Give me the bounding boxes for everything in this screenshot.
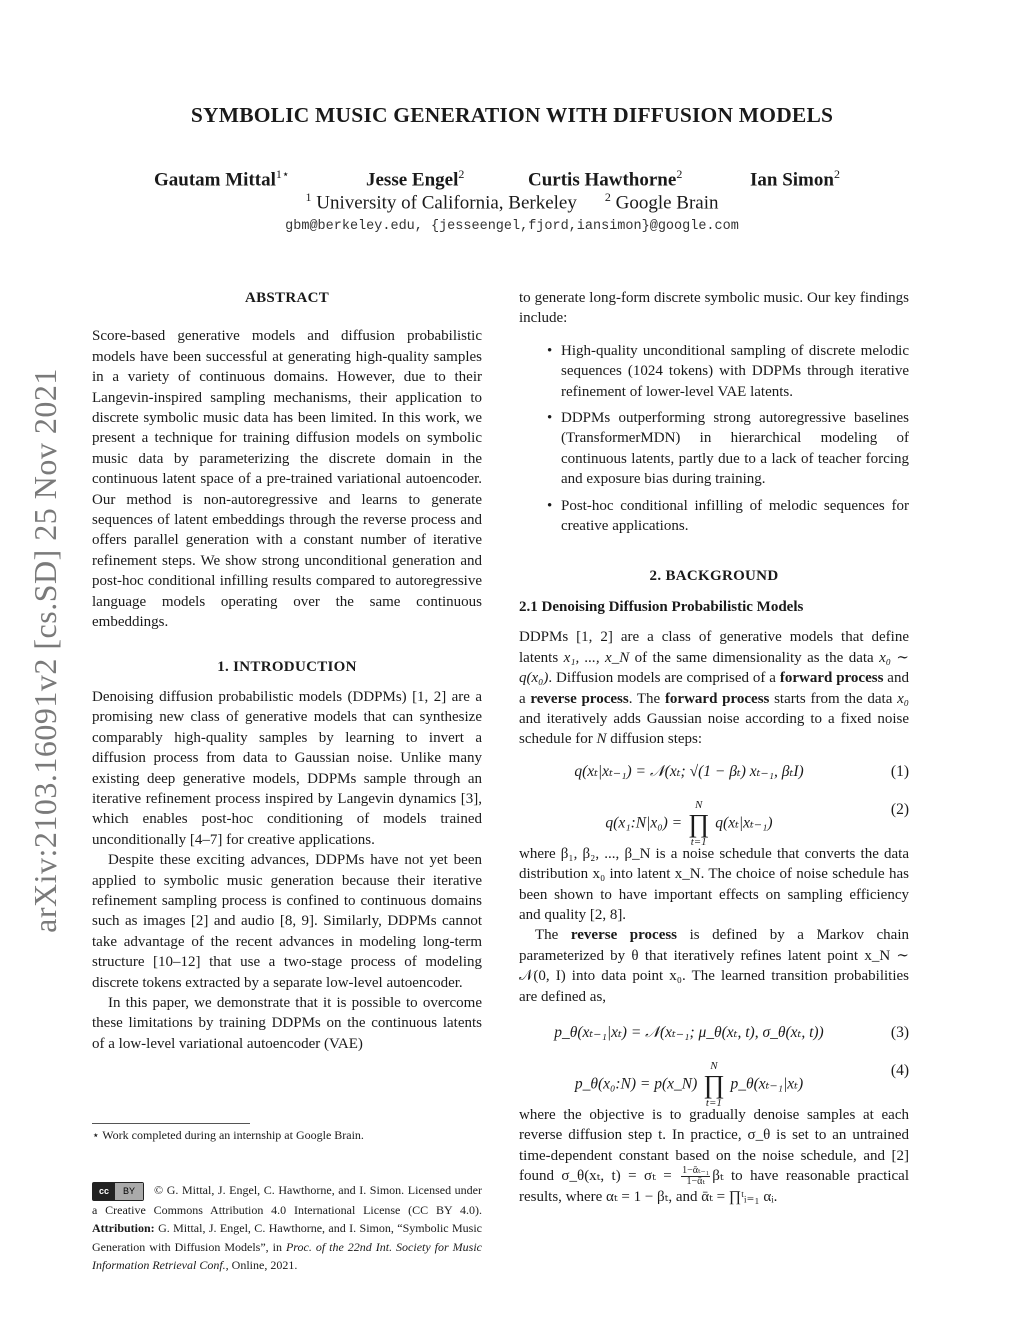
- equation-2: q(x₁:N|x₀) = N ∏ t=1 q(xₜ|xₜ₋₁) (2): [605, 798, 909, 848]
- intro-paragraph: Denoising diffusion probabilistic models (DDPMs) [1, 2] are a promising new class of generative models that can synthesize comparably high-quality samples by learning to invert a diffusion process from data to Gaussian noise. Unlike many existing deep generative models, DDPMs sample through an iterative refinement process inspired by Langevin dynamics [3], which enables post-hoc conditioning of models trained unconditionally [4–7] for creative applications.: [92, 688, 482, 848]
- license-notice: cc BY © G. Mittal, J. Engel, C. Hawthorne, and I. Simon. Licensed under a Creative Commons Attribution 4.0 International License (CC BY 4.0). Attribution: G. Mittal, J. Engel, C. Hawthorne, and I. Simon, “Symbolic Music Generation with Diffusion Models”, in Proc. of the 22nd Int. Society for Music Information Retrieval Conf., Online, 2021.: [92, 1183, 482, 1273]
- abstract-heading: ABSTRACT: [244, 290, 330, 306]
- author: Gautam Mittal$^{1⋆}$: [154, 167, 290, 191]
- list-item: • Post-hoc conditional infilling of melodic sequences for creative applications.: [561, 496, 909, 537]
- intro-paragraph: Despite these exciting advances, DDPMs have not yet been applied to symbolic music generation because their iterative refinement sampling process is confined to continuous domains such as images [2] and audio [8, 9]. Similarly, DDPMs cannot take advantage of the recent advances in modeling long-term structure [10–12] that use a two-stage process of modeling discrete tokens extracted by a separate low-level autoencoder.: [92, 852, 482, 991]
- author: Ian Simon$^2$: [750, 167, 840, 191]
- background-heading: 2. BACKGROUND: [649, 568, 779, 585]
- right-column: [519, 288, 909, 1208]
- arxiv-sidebar-stamp: [26, 350, 63, 950]
- intro-continuation: to generate long-form discrete symbolic music. Our key findings include:: [519, 290, 909, 327]
- equation-1: q(xₜ|xₜ₋₁) = 𝒩(xₜ; √(1 − βₜ) xₜ₋₁, βₜI) (1): [574, 762, 909, 780]
- fraction: $\frac{\text{1−ᾱₜ₋₁}}{\text{1−ᾱₜ}}$: [682, 1165, 710, 1188]
- author: Jesse Engel$^2$: [366, 167, 465, 191]
- left-column: [92, 288, 482, 1054]
- list-item: • High-quality unconditional sampling of discrete melodic sequences (1024 tokens) with DDPMs through iterative refinement of lower-level VAE latents.: [561, 341, 909, 402]
- list-item: • DDPMs outperforming strong autoregressive baselines (TransformerMDN) in hierarchical modeling of continuous latents, partly due to a lack of teacher forcing and exposure bias during training.: [561, 408, 909, 490]
- paper-title: SYMBOLIC MUSIC GENERATION WITH DIFFUSION MODELS: [190, 103, 834, 127]
- objective-paragraph: where the objective is to gradually denoise samples at each reverse diffusion step t. In practice, σ_θ is set to an untrained time-dependent constant based on the noise schedule, and [2] found σ_θ(xₜ, t) = σₜ = $\frac{\text{1−ᾱₜ₋₁}}{\text{1−ᾱₜ}}$ βₜ to have reasonable practical results, where αₜ = 1 − βₜ, and ᾱₜ = ∏ᵗᵢ₌₁ αᵢ.: [519, 1106, 910, 1206]
- findings-list: [519, 341, 909, 537]
- equation-4: p_θ(x₀:N) = p(x_N) N ∏ t=1 p_θ(xₜ₋₁|xₜ) (4): [574, 1059, 909, 1109]
- noise-schedule-paragraph: where β₁, β₂, ..., β_N is a noise schedule that converts the data distribution x₀ into latent x_N. The choice of noise schedule has been shown to have important effects on sampling efficiency and quality [2, 8].: [519, 845, 909, 923]
- author-list: [0, 167, 1024, 191]
- author: Curtis Hawthorne$^2$: [528, 167, 683, 191]
- cc-by-badge-icon: cc BY: [92, 1182, 144, 1201]
- subsection-heading: 2.1 Denoising Diffusion Probabilistic Models: [519, 598, 804, 615]
- abstract-text: Score-based generative models and diffusion probabilistic models have been successful at generating high-quality samples in a variety of continuous domains. However, due to their Langevin-inspired sampling mechanisms, their application to discrete symbolic music data has been limited. In this work, we present a technique for training diffusion models on symbolic music data by parameterizing the discrete domain in the continuous latent space of a pre-trained variational autoencoder. Our method is non-autoregressive and learns to generate sequences of latent embeddings through the reverse process and offers parallel generation with a constant number of iterative refinement steps. We show strong unconditional generation and post-hoc conditional infilling results compared to autoregressive language models operating over the same continuous embeddings.: [92, 328, 482, 631]
- introduction-heading: 1. INTRODUCTION: [217, 658, 357, 675]
- footnote: ⋆ Work completed during an internship at Google Brain.: [92, 1128, 364, 1142]
- reverse-process-paragraph: The reverse process is defined by a Markov chain parameterized by θ that iteratively refines latent point x_N ∼ 𝒩(0, I) into data point x₀. The learned transition probabilities are defined as,: [519, 927, 909, 1005]
- affiliations: $^1$ University of California, Berkeley $^2$ Google Brain: [305, 190, 719, 214]
- arxiv-id: arXiv:2103.16091v2 [cs.SD] 25 Nov 2021: [26, 367, 63, 933]
- footnote-rule: [92, 1123, 250, 1124]
- ddpm-paragraph: DDPMs [1, 2] are a class of generative models that define latents x₁, ..., x_N of the same dimensionality as the data x₀ ∼ q(x₀). Diffusion models are comprised of a forward process and a reverse process. The forward process starts from the data x₀ and iteratively adds Gaussian noise according to a fixed noise schedule for N diffusion steps:: [519, 629, 909, 748]
- author-emails: gbm@berkeley.edu, {jesseengel,fjord,iansimon}@google.com: [285, 219, 739, 234]
- intro-paragraph: In this paper, we demonstrate that it is possible to overcome these limitations by training DDPMs on the continuous latents of a low-level variational autoencoder (VAE): [92, 995, 482, 1052]
- equation-3: p_θ(xₜ₋₁|xₜ) = 𝒩(xₜ₋₁; μ_θ(xₜ, t), σ_θ(xₜ, t)) (3): [554, 1023, 909, 1041]
